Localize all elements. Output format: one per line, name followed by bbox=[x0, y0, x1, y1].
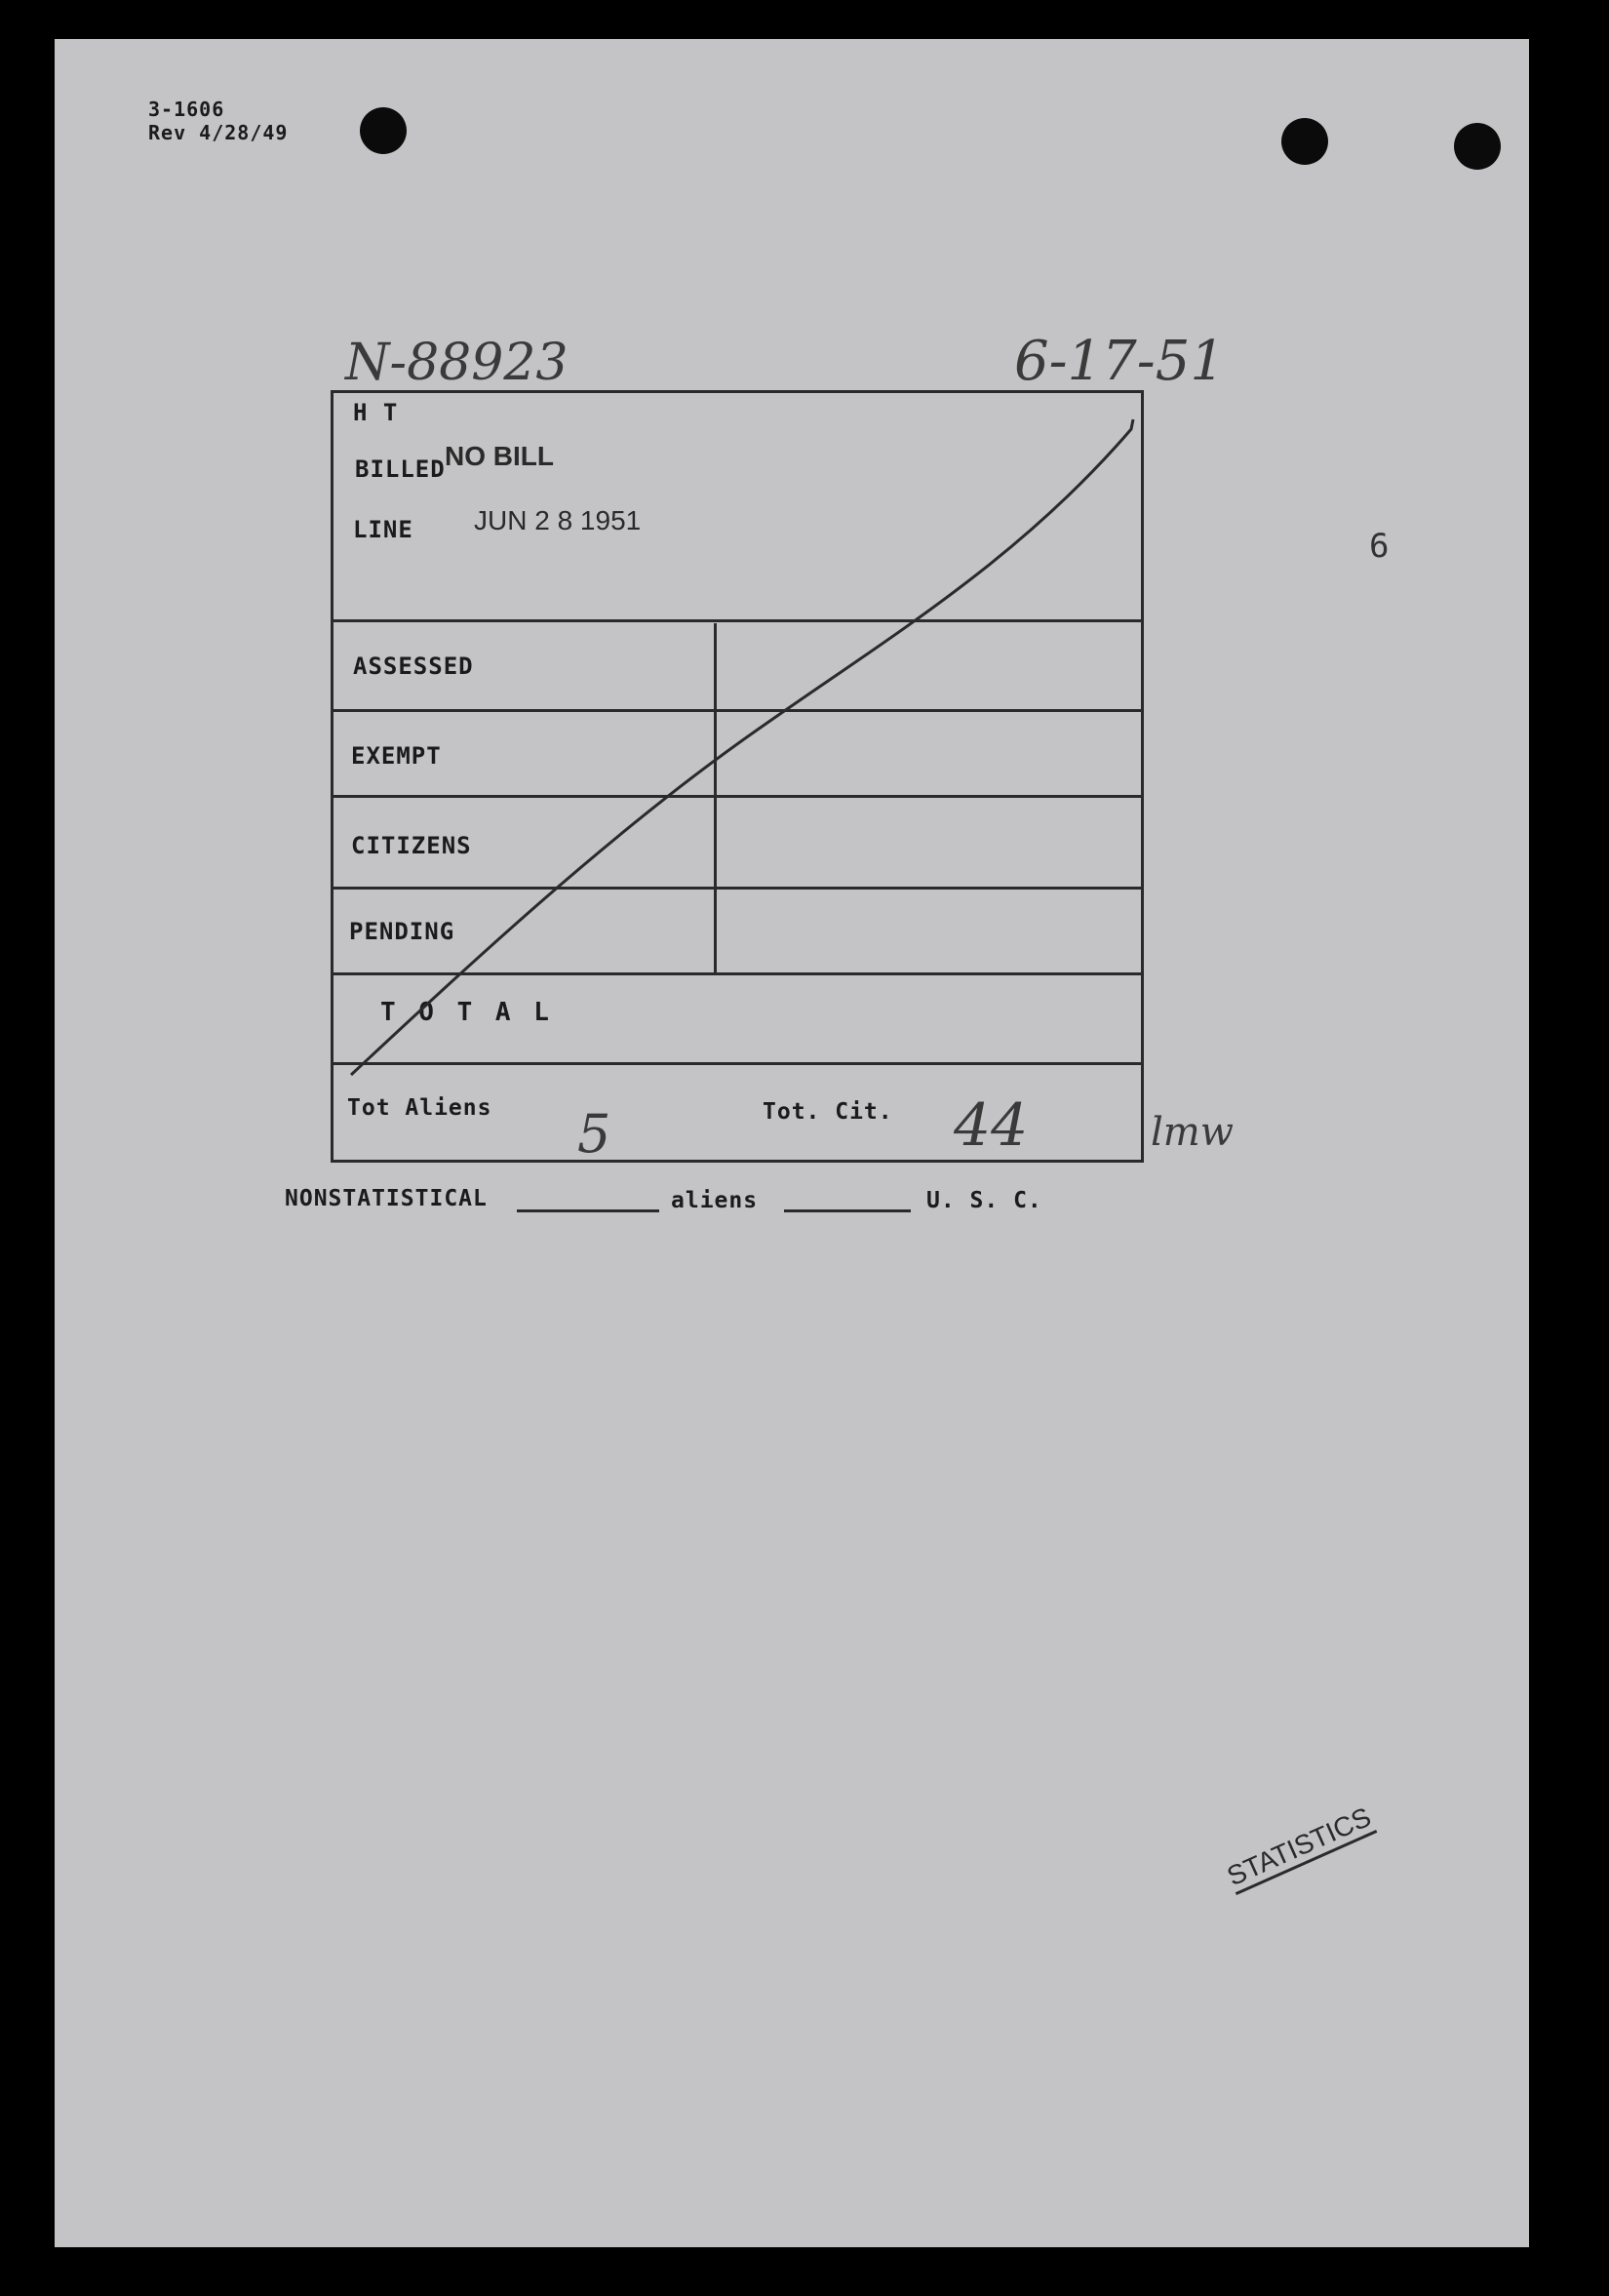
total-aliens-value: 5 bbox=[577, 1103, 611, 1165]
total-aliens-label: Tot Aliens bbox=[347, 1095, 492, 1121]
file-number: N-88923 bbox=[345, 334, 569, 392]
margin-number: 6 bbox=[1369, 527, 1391, 566]
row-label-pending: PENDING bbox=[349, 918, 455, 945]
total-citizens-label: Tot. Cit. bbox=[763, 1099, 893, 1125]
line-label: LINE bbox=[353, 516, 413, 543]
form-code: 3-1606 bbox=[148, 98, 225, 121]
billed-label: BILLED bbox=[355, 455, 446, 483]
nonstat-usc-label: U. S. C. bbox=[926, 1188, 1042, 1213]
statistics-stamp: STATISTICS bbox=[1223, 1801, 1377, 1895]
nonstatistical-label: NONSTATISTICAL bbox=[285, 1186, 488, 1211]
nonstat-usc-blank bbox=[784, 1209, 911, 1212]
ht-label: H T bbox=[353, 399, 399, 426]
form-revision: Rev 4/28/49 bbox=[148, 121, 289, 144]
row-label-exempt: EXEMPT bbox=[351, 742, 442, 770]
row-label-citizens: CITIZENS bbox=[351, 832, 472, 859]
no-bill-stamp: NO BILL bbox=[445, 441, 554, 471]
initials: lmw bbox=[1151, 1110, 1234, 1155]
total-citizens-value: 44 bbox=[954, 1091, 1029, 1160]
row-label-assessed: ASSESSED bbox=[353, 653, 474, 680]
date-stamp: JUN 2 8 1951 bbox=[474, 505, 642, 535]
total-label: T O T A L bbox=[380, 998, 553, 1027]
nonstat-aliens-label: aliens bbox=[671, 1188, 759, 1213]
handwritten-date: 6-17-51 bbox=[1014, 330, 1225, 393]
nonstat-aliens-blank bbox=[517, 1209, 659, 1212]
